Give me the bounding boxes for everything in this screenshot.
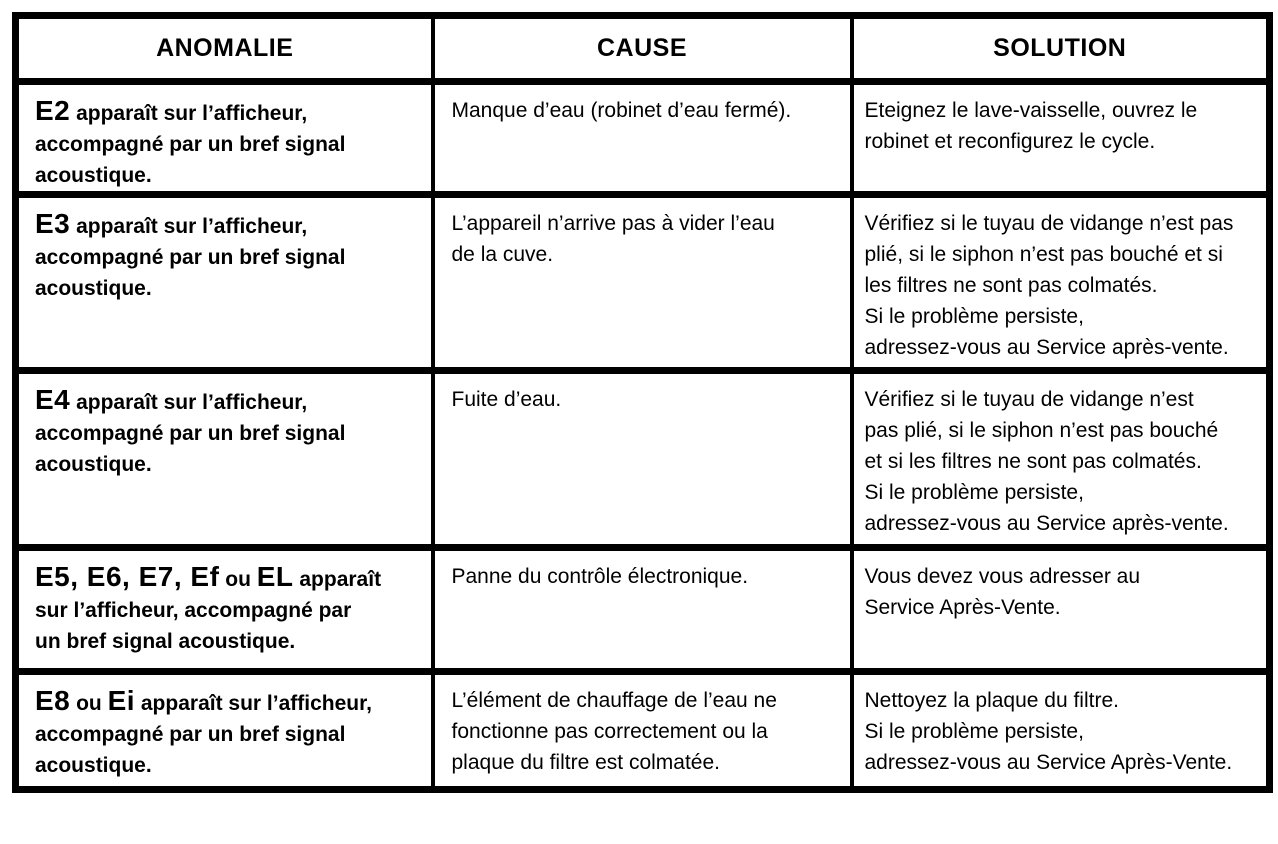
anomalie-line (35, 750, 421, 781)
solution-line: adressez-vous au Service Après-Vente. (864, 751, 1233, 774)
solution-line: robinet et reconfigurez le cycle. (864, 130, 1156, 153)
anomalie-text: accompagné par un bref signal (35, 723, 346, 746)
anomalie-text: apparaît sur l’afficheur, (70, 391, 308, 414)
error-code: E5, E6, E7, Ef (35, 561, 220, 592)
table-body (16, 82, 1270, 790)
anomalie-text: apparaît sur l’afficheur, (70, 215, 308, 238)
anomalie-line (35, 561, 421, 595)
anomalie-line (35, 242, 421, 273)
table-row (16, 548, 1270, 672)
anomalie-text: acoustique. (35, 754, 152, 777)
cause-line: Manque d’eau (robinet d’eau fermé). (451, 99, 792, 122)
anomalie-text: accompagné par un bref signal (35, 246, 346, 269)
anomalie-line (35, 273, 421, 304)
anomalie-cell (16, 371, 433, 548)
anomalie-text: apparaît sur l’afficheur, (135, 692, 372, 715)
error-code: E2 (35, 95, 71, 126)
anomalie-cell (16, 672, 433, 790)
anomalie-line (35, 449, 421, 480)
solution-line: plié, si le siphon n’est pas bouché et si (864, 243, 1223, 266)
solution-line: Vérifiez si le tuyau de vidange n’est pas (864, 212, 1234, 235)
solution-cell (852, 371, 1270, 548)
error-code: E3 (35, 208, 71, 239)
solution-line: Si le problème persiste, (864, 305, 1084, 328)
table-row (16, 195, 1270, 371)
anomalie-line (35, 719, 421, 750)
solution-line: Vous devez vous adresser au (864, 565, 1141, 588)
anomalie-text: acoustique. (35, 453, 152, 476)
cause-line: L’élément de chauffage de l’eau ne (451, 689, 777, 712)
cause-line: fonctionne pas correctement ou la (451, 720, 768, 743)
anomalie-cell (16, 82, 433, 195)
cause-cell (433, 82, 852, 195)
anomalie-text: sur l’afficheur, accompagné par (35, 599, 352, 622)
solution-line: Si le problème persiste, (864, 481, 1084, 504)
anomalie-cell (16, 195, 433, 371)
solution-line: les filtres ne sont pas colmatés. (864, 274, 1158, 297)
solution-line: Nettoyez la plaque du filtre. (864, 689, 1119, 712)
anomalie-text: ou (219, 568, 257, 591)
error-code: Ei (107, 685, 136, 716)
anomalie-text: accompagné par un bref signal (35, 422, 346, 445)
solution-cell (852, 672, 1270, 790)
solution-line: Service Après-Vente. (864, 596, 1061, 619)
anomalie-line (35, 95, 421, 129)
solution-cell (852, 548, 1270, 672)
solution-line: et si les filtres ne sont pas colmatés. (864, 450, 1202, 473)
cause-cell (433, 672, 852, 790)
anomalie-line (35, 595, 421, 626)
anomalie-cell (16, 548, 433, 672)
cause-line: plaque du filtre est colmatée. (451, 751, 720, 774)
column-header-cause: CAUSE (433, 16, 852, 82)
solution-line: Si le problème persiste, (864, 720, 1084, 743)
table-header (16, 16, 1270, 82)
anomalie-line (35, 685, 421, 719)
anomalie-text: apparaît (293, 568, 382, 591)
solution-line: pas plié, si le siphon n’est pas bouché (864, 419, 1219, 442)
cause-line: L’appareil n’arrive pas à vider l’eau (451, 212, 775, 235)
anomalie-line (35, 626, 421, 657)
anomalie-line (35, 418, 421, 449)
solution-line: Eteignez le lave-vaisselle, ouvrez le (864, 99, 1198, 122)
anomalie-text: un bref signal acoustique. (35, 630, 296, 653)
column-header-solution: SOLUTION (852, 16, 1270, 82)
anomalie-text: acoustique. (35, 164, 152, 187)
anomalie-text: acoustique. (35, 277, 152, 300)
solution-line: adressez-vous au Service après-vente. (864, 512, 1229, 535)
cause-cell (433, 548, 852, 672)
solution-line: adressez-vous au Service après-vente. (864, 336, 1229, 359)
cause-line: Panne du contrôle électronique. (451, 565, 749, 588)
cause-cell (433, 371, 852, 548)
anomalie-line (35, 160, 421, 191)
solution-line: Vérifiez si le tuyau de vidange n’est (864, 388, 1194, 411)
anomalie-line (35, 384, 421, 418)
cause-line: de la cuve. (451, 243, 554, 266)
cause-cell (433, 195, 852, 371)
anomalie-line (35, 129, 421, 160)
table-row (16, 371, 1270, 548)
troubleshooting-table (12, 12, 1273, 793)
anomalie-text: ou (70, 692, 108, 715)
column-header-anomalie: ANOMALIE (16, 16, 433, 82)
anomalie-text: apparaît sur l’afficheur, (70, 102, 308, 125)
solution-cell (852, 195, 1270, 371)
error-code: EL (256, 561, 294, 592)
table-row (16, 672, 1270, 790)
cause-line: Fuite d’eau. (451, 388, 562, 411)
solution-cell (852, 82, 1270, 195)
anomalie-text: accompagné par un bref signal (35, 133, 346, 156)
header-row (16, 16, 1270, 82)
anomalie-line (35, 208, 421, 242)
error-code: E8 (35, 685, 71, 716)
error-code: E4 (35, 384, 71, 415)
table-row (16, 82, 1270, 195)
